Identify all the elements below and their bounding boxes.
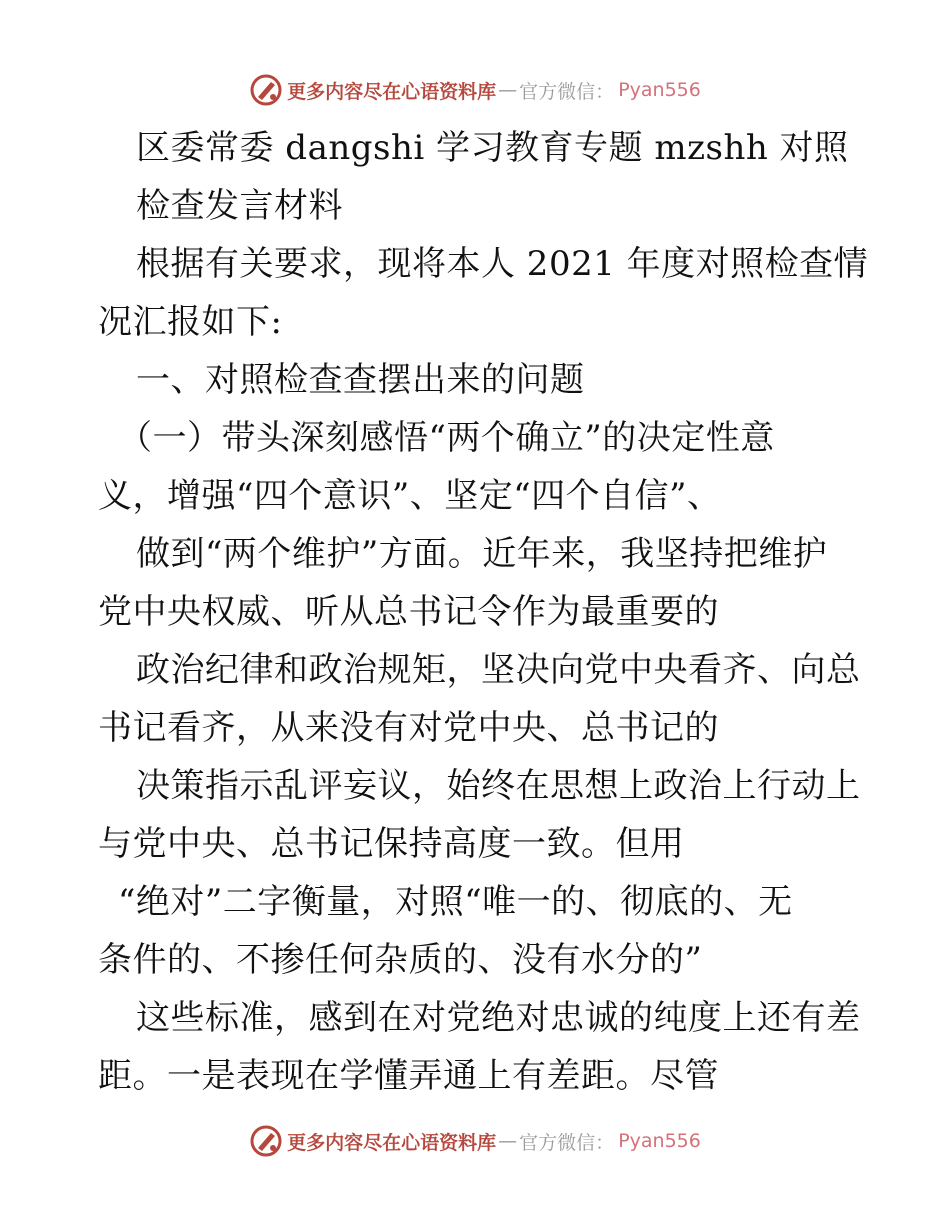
subsection-heading: （一）带头深刻感悟“两个确立”的决定性意 (118, 418, 775, 458)
watermark-label: 官方微信： (519, 1131, 615, 1154)
paragraph-line: 党中央权威、听从总书记令作为最重要的 (98, 592, 719, 632)
footer-watermark (0, 1121, 950, 1161)
paragraph-line: 根据有关要求，现将本人 2021 年度对照检查情 (136, 244, 869, 284)
paragraph-line: 这些标准，感到在对党绝对忠诚的纯度上还有差 (136, 998, 861, 1038)
header-watermark (0, 70, 950, 110)
paragraph-line: “绝对”二字衡量，对照“唯一的、彻底的、无 (118, 882, 793, 922)
watermark-brand: 更多内容尽在心语资料库 (287, 80, 497, 103)
watermark-label: 官方微信： (519, 80, 615, 103)
paragraph-line: 书记看齐，从来没有对党中央、总书记的 (98, 708, 719, 748)
watermark-account: Pyan556 (618, 1130, 701, 1152)
watermark-separator: — (498, 79, 518, 101)
paragraph-line: 决策指示乱评妄议，始终在思想上政治上行动上 (136, 766, 861, 806)
document-title-line-2: 检查发言材料 (136, 186, 343, 226)
watermark-logo-icon (249, 1124, 283, 1158)
document-title-line-1: 区委常委 dangshi 学习教育专题 mzshh 对照 (136, 128, 849, 168)
watermark-brand: 更多内容尽在心语资料库 (287, 1131, 497, 1154)
paragraph-line: 义，增强“四个意识”、坚定“四个自信”、 (98, 476, 722, 516)
paragraph-line: 与党中央、总书记保持高度一致。但用 (98, 824, 685, 864)
paragraph-line: 政治纪律和政治规矩，坚决向党中央看齐、向总 (136, 650, 861, 690)
watermark-account: Pyan556 (618, 79, 701, 101)
paragraph-line: 条件的、不掺任何杂质的、没有水分的” (98, 940, 703, 980)
paragraph-line: 距。一是表现在学懂弄通上有差距。尽管 (98, 1056, 719, 1096)
watermark-separator: — (498, 1130, 518, 1152)
paragraph-line: 况汇报如下: (98, 302, 283, 342)
watermark-logo-icon (249, 73, 283, 107)
section-heading: 一、对照检查查摆出来的问题 (136, 360, 585, 400)
paragraph-line: 做到“两个维护”方面。近年来，我坚持把维护 (136, 534, 828, 574)
